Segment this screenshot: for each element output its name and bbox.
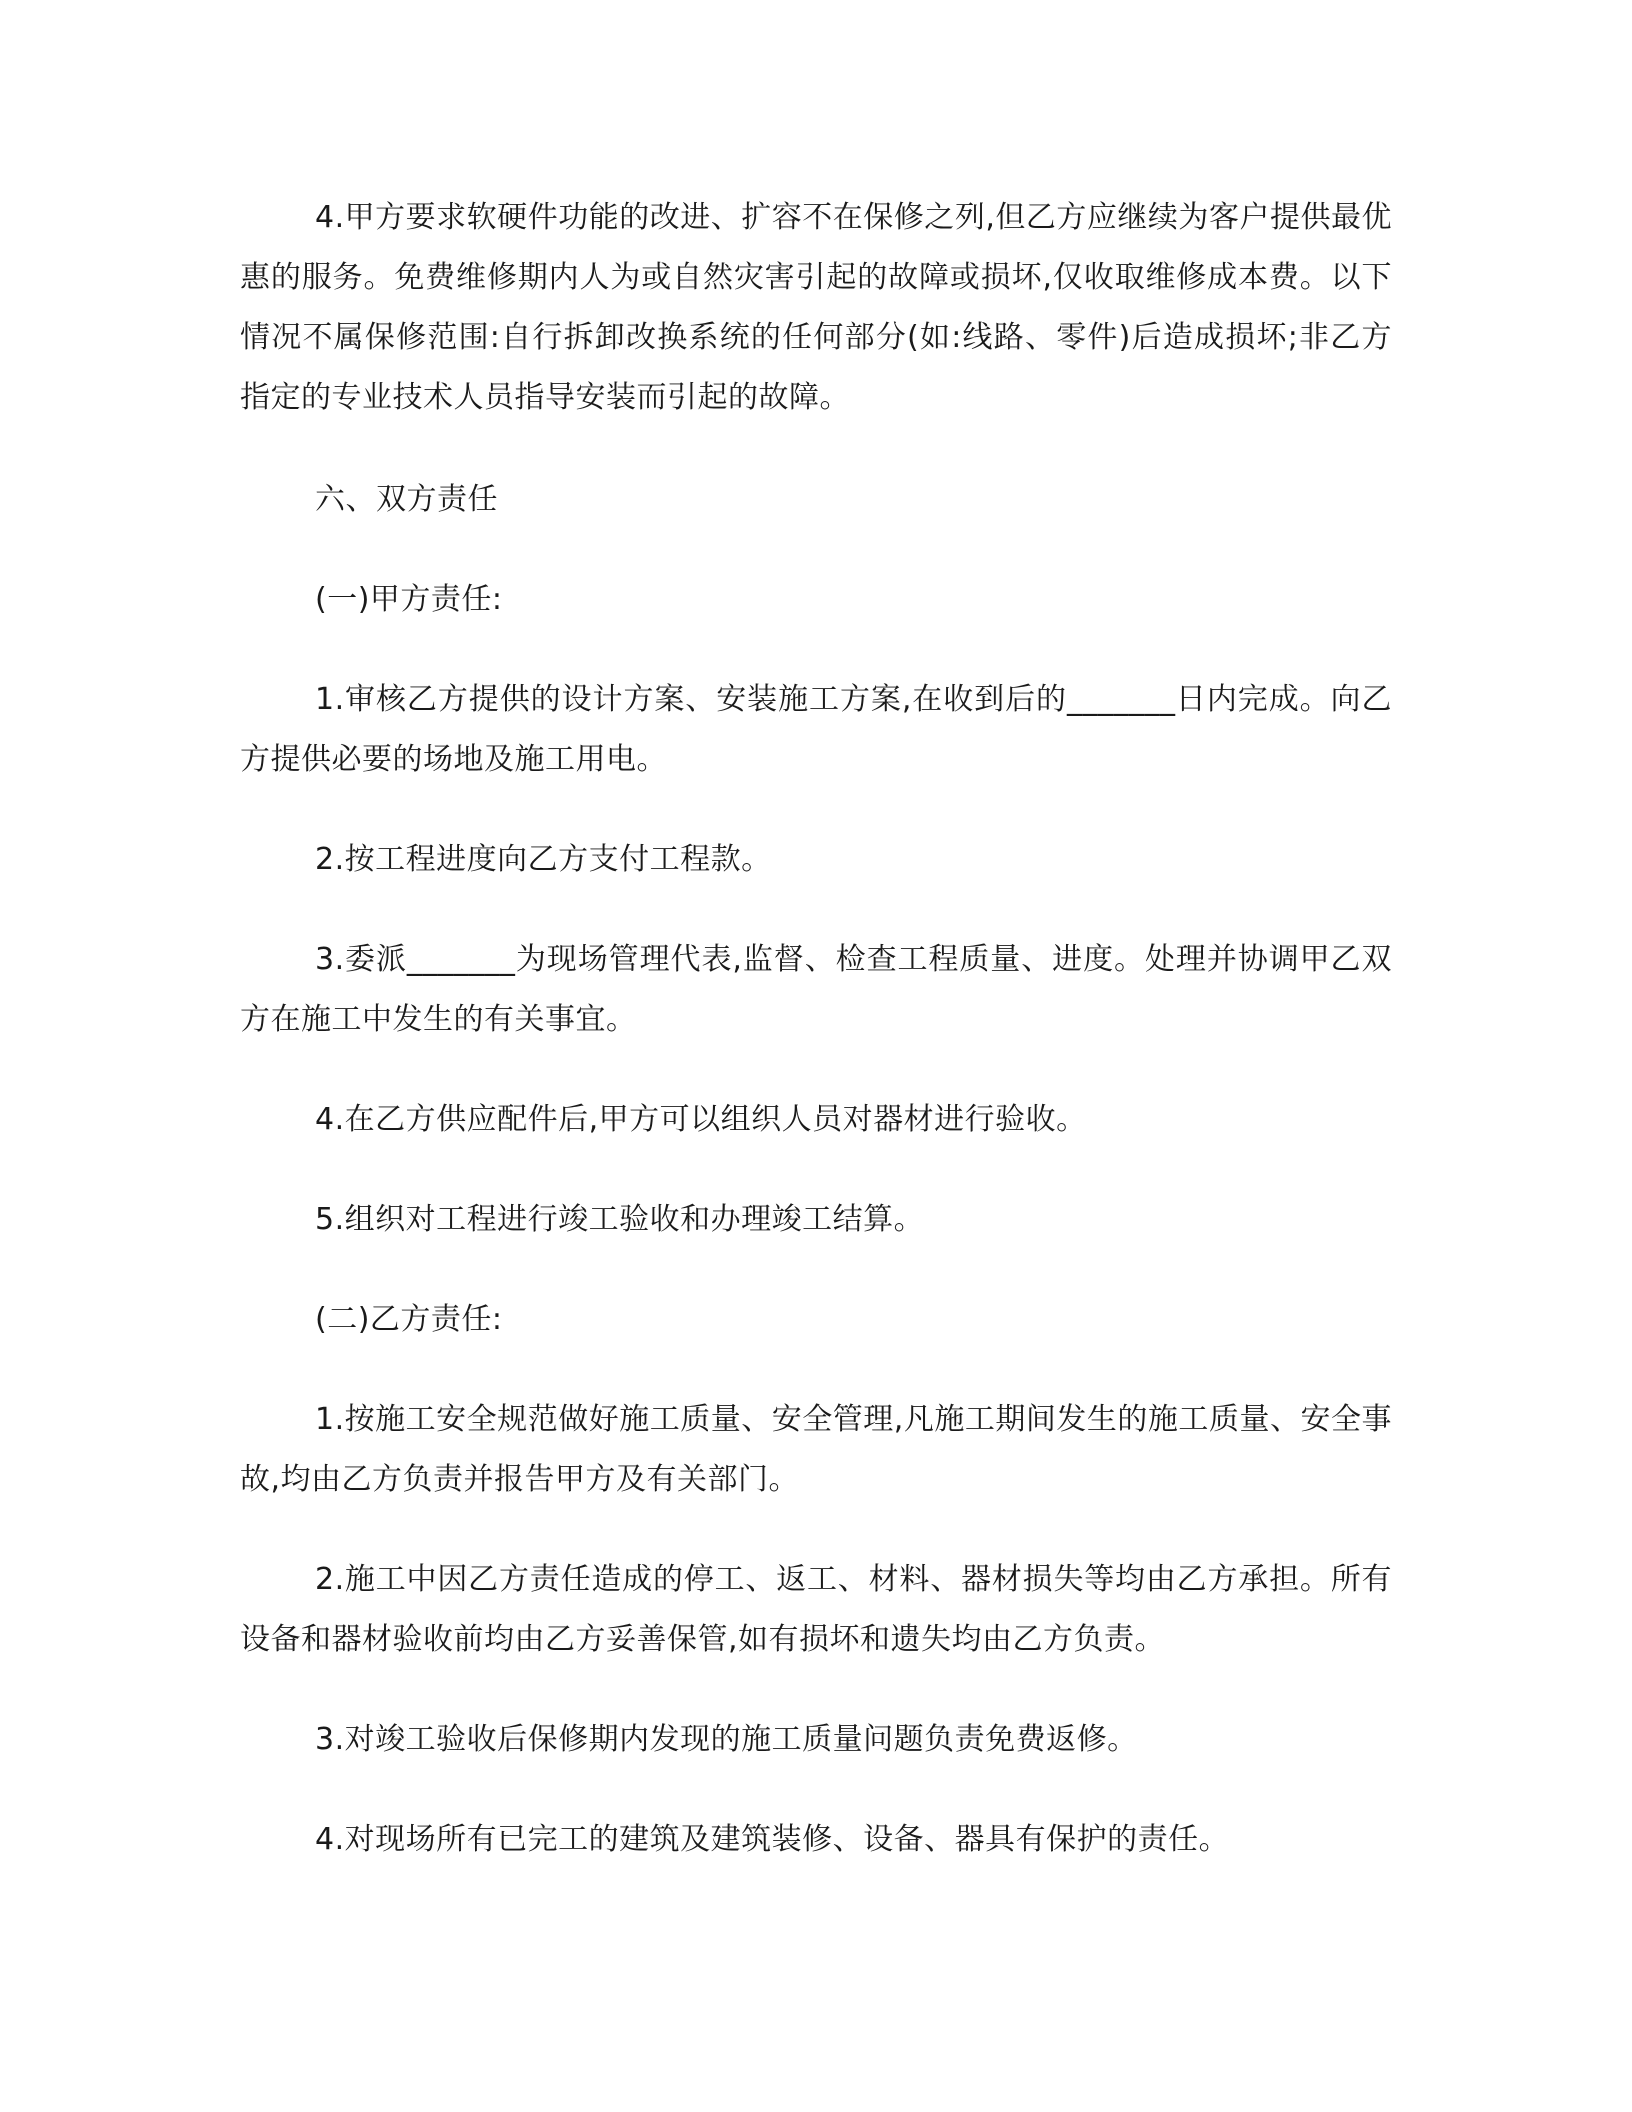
paragraph-party-b-item-2: 2.施工中因乙方责任造成的停工、返工、材料、器材损失等均由乙方承担。所有设备和器材验收前均由乙方妥善保管,如有损坏和遗失均由乙方负责。: [240, 1562, 1392, 1657]
paragraph-party-a-item-1: 1.审核乙方提供的设计方案、安装施工方案,在收到后的_______日内完成。向乙方提供必要的场地及施工用电。: [240, 682, 1392, 777]
document-body: [240, 188, 1392, 1870]
paragraph-party-b-item-4: 4.对现场所有已完工的建筑及建筑装修、设备、器具有保护的责任。: [315, 1822, 1230, 1857]
subsection-heading-party-a: (一)甲方责任:: [315, 582, 503, 617]
subsection-heading-party-b: (二)乙方责任:: [315, 1302, 503, 1337]
section-heading-mutual-responsibilities: 六、双方责任: [315, 482, 498, 517]
paragraph-party-b-item-1: 1.按施工安全规范做好施工质量、安全管理,凡施工期间发生的施工质量、安全事故,均由乙方负责并报告甲方及有关部门。: [240, 1402, 1392, 1497]
paragraph-party-b-item-3: 3.对竣工验收后保修期内发现的施工质量问题负责免费返修。: [315, 1722, 1138, 1757]
paragraph-warranty-exclusions: 4.甲方要求软硬件功能的改进、扩容不在保修之列,但乙方应继续为客户提供最优惠的服务。免费维修期内人为或自然灾害引起的故障或损坏,仅收取维修成本费。以下情况不属保修范围:自行拆卸改换系统的任何部分(如:线路、零件)后造成损坏;非乙方指定的专业技术人员指导安装而引起的故障。: [240, 200, 1392, 415]
paragraph-party-a-item-2: 2.按工程进度向乙方支付工程款。: [315, 842, 772, 877]
paragraph-party-a-item-3: 3.委派_______为现场管理代表,监督、检查工程质量、进度。处理并协调甲乙双方在施工中发生的有关事宜。: [240, 942, 1392, 1037]
paragraph-party-a-item-4: 4.在乙方供应配件后,甲方可以组织人员对器材进行验收。: [315, 1102, 1087, 1137]
paragraph-party-a-item-5: 5.组织对工程进行竣工验收和办理竣工结算。: [315, 1202, 925, 1237]
